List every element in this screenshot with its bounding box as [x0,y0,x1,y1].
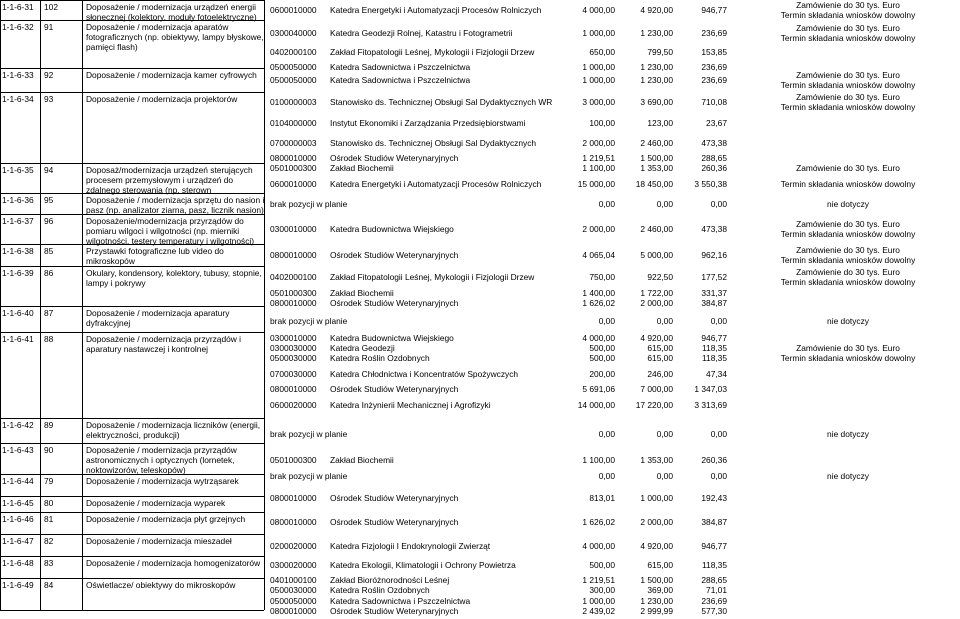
unit-name: Katedra Budownictwa Wiejskiego [330,224,454,234]
procedure-note: Zamówienie do 30 tys. Euro [796,267,900,277]
unit-code: 0401000100 [270,575,317,585]
item-code: 1-1-6-47 [2,536,34,546]
gross-amount: 369,00 [647,585,673,595]
item-code: 1-1-6-44 [2,476,34,486]
procedure-note: Termin składania wniosków dowolny [780,229,916,239]
item-description: dyfrakcyjnej [86,318,131,328]
net-amount: 500,00 [589,353,615,363]
gross-amount: 17 220,00 [635,400,673,410]
item-code: 1-1-6-38 [2,246,34,256]
unit-name: Katedra Fizjologii I Endokrynologii Zwierząt [330,541,491,551]
unit-code: 0501000300 [270,455,317,465]
item-number: 96 [44,216,54,226]
item-description: fotograficznych (np. obiektywy, lampy błyskowe, [86,32,264,42]
unit-name: Katedra Energetyki i Automatyzacji Procesów Rolniczych [330,5,542,15]
net-amount: 14 000,00 [577,400,615,410]
gross-amount: 1 230,00 [640,28,673,38]
unit-name: Zakład Fitopatologii Leśnej, Mykologii i Fizjologii Drzew [330,47,535,57]
item-description: Doposażenie / modernizacja liczników (energii, [86,420,261,430]
unit-code: 0600010000 [270,5,317,15]
unit-name: Katedra Sadownictwa i Pszczelnictwa [330,596,471,606]
euro-amount: 153,85 [701,47,727,57]
unit-code: 0800010000 [270,493,317,503]
item-description: Przystawki fotograficzne lub video do [86,246,224,256]
gross-amount: 0,00 [656,199,673,209]
unit-name: Ośrodek Studiów Weterynaryjnych [330,153,459,163]
unit-name: Zakład Biochemii [330,288,394,298]
unit-name: Katedra Roślin Ozdobnych [330,585,430,595]
gross-amount: 7 000,00 [640,384,673,394]
net-amount: 0,00 [598,429,615,439]
net-amount: 300,00 [589,585,615,595]
euro-amount: 1 347,03 [694,384,727,394]
procedure-note: Termin składania wniosków dowolny [780,80,916,90]
unit-code: 0500050000 [270,596,317,606]
item-description: Doposażenie / modernizacja homogenizatorów [86,558,261,568]
unit-code: 0200020000 [270,541,317,551]
net-amount: 750,00 [589,272,615,282]
unit-code: 0700030000 [270,369,317,379]
item-code: 1-1-6-32 [2,22,34,32]
gross-amount: 2 000,00 [640,298,673,308]
euro-amount: 3 313,69 [694,400,727,410]
item-description: zdalnego sterowania (np. sterown [86,185,212,195]
gross-amount: 2 460,00 [640,224,673,234]
item-number: 92 [44,70,54,80]
gross-amount: 1 230,00 [640,75,673,85]
unit-name: brak pozycji w planie [270,471,348,481]
gross-amount: 799,50 [647,47,673,57]
item-description: Doposażenie / modernizacja kamer cyfrowych [86,70,257,80]
euro-amount: 236,69 [701,62,727,72]
item-description: procesem przemysłowym i urządzeń do [86,175,234,185]
unit-code: 0600010000 [270,179,317,189]
unit-name: Katedra Inżynierii Mechanicznej i Agrofizyki [330,400,491,410]
net-amount: 0,00 [598,316,615,326]
unit-name: Katedra Sadownictwa i Pszczelnictwa [330,75,471,85]
unit-name: Zakład Biochemii [330,455,394,465]
gross-amount: 4 920,00 [640,333,673,343]
item-description: noktowizorów, teleskopów) [86,465,186,475]
net-amount: 1 000,00 [582,596,615,606]
net-amount: 1 400,00 [582,288,615,298]
unit-code: 0300040000 [270,28,317,38]
unit-code: 0100000003 [270,97,317,107]
gross-amount: 1 722,00 [640,288,673,298]
unit-name: Ośrodek Studiów Weterynaryjnych [330,493,459,503]
item-description: Doposażenie / modernizacja aparatów [86,22,229,32]
unit-code: 0402000100 [270,47,317,57]
procedure-note: nie dotyczy [827,199,869,209]
unit-name: Zakład Fitopatologii Leśnej, Mykologii i Fizjologii Drzew [330,272,535,282]
unit-code: 0300010000 [270,224,317,234]
net-amount: 2 000,00 [582,224,615,234]
item-number: 82 [44,536,54,546]
net-amount: 1 219,51 [582,575,615,585]
item-description: Doposażenie / modernizacja przyrządów i [86,334,242,344]
item-description: Doposażenie / modernizacja wyparek [86,498,226,508]
gross-amount: 18 450,00 [635,179,673,189]
net-amount: 3 000,00 [582,97,615,107]
euro-amount: 946,77 [701,541,727,551]
item-code: 1-1-6-46 [2,514,34,524]
procedure-note: Zamówienie do 30 tys. Euro [796,245,900,255]
unit-code: 0500030000 [270,353,317,363]
unit-name: Ośrodek Studiów Weterynaryjnych [330,250,459,260]
item-number: 79 [44,476,54,486]
item-number: 89 [44,420,54,430]
euro-amount: 260,36 [701,163,727,173]
item-description: Doposażenie / modernizacja przyrządów [86,445,237,455]
unit-name: Ośrodek Studiów Weterynaryjnych [330,517,459,527]
procedure-note: Termin składania wniosków dowolny [780,277,916,287]
item-number: 80 [44,498,54,508]
unit-name: brak pozycji w planie [270,429,348,439]
unit-name: brak pozycji w planie [270,199,348,209]
item-description: Doposażenie / modernizacja sprzętu do nasion i [86,195,265,205]
item-code: 1-1-6-37 [2,216,34,226]
item-description: Doposaż/modernizacja urządzeń sterujących [86,165,253,175]
unit-name: Stanowisko ds. Technicznej Obsługi Sal Dydaktycznych [330,138,537,148]
procedure-note: Termin składania wniosków dowolny [780,179,916,189]
gross-amount: 1 500,00 [640,575,673,585]
unit-code: 0800010000 [270,250,317,260]
net-amount: 1 000,00 [582,62,615,72]
procedure-note: Termin składania wniosków dowolny [780,255,916,265]
unit-code: 0800010000 [270,153,317,163]
gross-amount: 2 000,00 [640,517,673,527]
net-amount: 813,01 [589,493,615,503]
item-number: 90 [44,445,54,455]
euro-amount: 236,69 [701,75,727,85]
item-number: 94 [44,165,54,175]
item-description: Doposażenie / modernizacja wytrząsarek [86,476,239,486]
gross-amount: 1 353,00 [640,163,673,173]
gross-amount: 1 230,00 [640,62,673,72]
item-description: elektryczności, produkcji) [86,430,180,440]
gross-amount: 1 353,00 [640,455,673,465]
euro-amount: 962,16 [701,250,727,260]
item-description: Doposażenie / modernizacja aparatury [86,308,230,318]
euro-amount: 577,30 [701,606,727,616]
item-number: 88 [44,334,54,344]
euro-amount: 0,00 [710,316,727,326]
euro-amount: 331,37 [701,288,727,298]
item-number: 86 [44,268,54,278]
procedure-note: Zamówienie do 30 tys. Euro [796,0,900,10]
item-description: słonecznej (kolektory, moduły fotoelektryczne) [86,12,257,22]
item-number: 91 [44,22,54,32]
unit-code: 0500050000 [270,75,317,85]
item-description: Oświetlacze/ obiektywy do mikroskopów [86,580,236,590]
euro-amount: 473,38 [701,224,727,234]
item-description: astronomicznych i optycznych (lornetek, [86,455,235,465]
euro-amount: 3 550,38 [694,179,727,189]
item-code: 1-1-6-36 [2,195,34,205]
item-code: 1-1-6-45 [2,498,34,508]
gross-amount: 2 460,00 [640,138,673,148]
item-code: 1-1-6-43 [2,445,34,455]
unit-name: Katedra Chłodnictwa i Koncentratów Spożywczych [330,369,519,379]
euro-amount: 710,08 [701,97,727,107]
item-description: Doposażenie/modernizacja przyrządów do [86,216,244,226]
euro-amount: 177,52 [701,272,727,282]
net-amount: 1 219,51 [582,153,615,163]
euro-amount: 260,36 [701,455,727,465]
gross-amount: 3 690,00 [640,97,673,107]
euro-amount: 0,00 [710,471,727,481]
net-amount: 0,00 [598,199,615,209]
item-code: 1-1-6-35 [2,165,34,175]
unit-code: 0800010000 [270,606,317,616]
unit-name: Katedra Geodezji Rolnej, Katastru i Fotogrametrii [330,28,513,38]
procedure-note: nie dotyczy [827,316,869,326]
euro-amount: 288,65 [701,153,727,163]
item-description: Okulary, kondensory, kolektory, tubusy, stopnie, [86,268,262,278]
item-number: 95 [44,195,54,205]
procedure-note: Zamówienie do 30 tys. Euro [796,23,900,33]
gross-amount: 4 920,00 [640,541,673,551]
unit-code: 0300030000 [270,343,317,353]
unit-code: 0300020000 [270,560,317,570]
euro-amount: 192,43 [701,493,727,503]
euro-amount: 47,34 [706,369,727,379]
unit-name: Katedra Ekologii, Klimatologii i Ochrony Powietrza [330,560,516,570]
euro-amount: 384,87 [701,517,727,527]
item-code: 1-1-6-42 [2,420,34,430]
euro-amount: 0,00 [710,199,727,209]
unit-name: Katedra Budownictwa Wiejskiego [330,333,454,343]
euro-amount: 118,35 [702,560,727,570]
gross-amount: 615,00 [647,353,673,363]
unit-name: Katedra Geodezji [330,343,395,353]
net-amount: 15 000,00 [577,179,615,189]
item-number: 85 [44,246,54,256]
item-code: 1-1-6-31 [2,2,34,12]
unit-name: Instytut Ekonomiki i Zarządzania Przedsiębiorstwami [330,118,526,128]
unit-code: 0600020000 [270,400,317,410]
gross-amount: 246,00 [647,369,673,379]
unit-name: Ośrodek Studiów Weterynaryjnych [330,384,459,394]
unit-name: Zakład Bioróżnorodności Leśnej [330,575,450,585]
item-description: Doposażenie / modernizacja mieszadeł [86,536,232,546]
item-description: mikroskopów [86,256,135,266]
procedure-note: Termin składania wniosków dowolny [780,10,916,20]
euro-amount: 0,00 [710,429,727,439]
procedure-note: Zamówienie do 30 tys. Euro [796,343,900,353]
gross-amount: 0,00 [656,429,673,439]
euro-amount: 236,69 [701,28,727,38]
item-number: 83 [44,558,54,568]
net-amount: 2 000,00 [582,138,615,148]
item-description: wilgotności, testery temperatury i wilgotności) [86,236,255,246]
euro-amount: 288,65 [701,575,727,585]
procedure-note: Zamówienie do 30 tys. Euro [796,92,900,102]
gross-amount: 1 230,00 [640,596,673,606]
euro-amount: 236,69 [701,596,727,606]
euro-amount: 23,67 [706,118,727,128]
procedure-note: nie dotyczy [827,429,869,439]
item-description: pamięci flash) [86,42,138,52]
unit-code: 0500030000 [270,585,317,595]
item-description: aparatury nastawczej i kontrolnej [86,344,208,354]
item-code: 1-1-6-41 [2,334,34,344]
euro-amount: 71,01 [706,585,727,595]
gross-amount: 922,50 [647,272,673,282]
item-description: pomiaru wilgoci i wilgotności (np. mierniki [86,226,240,236]
gross-amount: 5 000,00 [640,250,673,260]
euro-amount: 473,38 [701,138,727,148]
net-amount: 4 065,04 [582,250,615,260]
gross-amount: 0,00 [656,316,673,326]
unit-name: Zakład Biochemii [330,163,394,173]
item-number: 93 [44,94,54,104]
net-amount: 1 000,00 [582,28,615,38]
unit-name: Katedra Roślin Ozdobnych [330,353,430,363]
unit-code: 0501000300 [270,163,317,173]
procedure-note: Zamówienie do 30 tys. Euro [796,163,900,173]
item-code: 1-1-6-40 [2,308,34,318]
net-amount: 5 691,06 [582,384,615,394]
unit-code: 0500050000 [270,62,317,72]
procedure-note: Zamówienie do 30 tys. Euro [796,70,900,80]
item-code: 1-1-6-34 [2,94,34,104]
unit-name: Ośrodek Studiów Weterynaryjnych [330,606,459,616]
procedure-note: Termin składania wniosków dowolny [780,33,916,43]
euro-amount: 118,35 [702,353,727,363]
unit-code: 0402000100 [270,272,317,282]
gross-amount: 615,00 [647,343,673,353]
unit-code: 0700000003 [270,138,317,148]
net-amount: 1 100,00 [582,455,615,465]
item-code: 1-1-6-48 [2,558,34,568]
net-amount: 100,00 [589,118,615,128]
unit-code: 0300010000 [270,333,317,343]
net-amount: 650,00 [589,47,615,57]
gross-amount: 2 999,99 [640,606,673,616]
item-number: 81 [44,514,54,524]
item-number: 87 [44,308,54,318]
gross-amount: 615,00 [647,560,673,570]
gross-amount: 1 000,00 [640,493,673,503]
unit-code: 0104000000 [270,118,317,128]
unit-code: 0800010000 [270,517,317,527]
unit-name: Katedra Energetyki i Automatyzacji Procesów Rolniczych [330,179,542,189]
gross-amount: 4 920,00 [640,5,673,15]
net-amount: 1 626,02 [582,298,615,308]
net-amount: 500,00 [589,560,615,570]
unit-code: 0800010000 [270,298,317,308]
item-number: 102 [44,2,58,12]
item-description: Doposażenie / modernizacja projektorów [86,94,238,104]
unit-code: 0501000300 [270,288,317,298]
procedure-note: nie dotyczy [827,471,869,481]
unit-code: 0800010000 [270,384,317,394]
unit-name: Ośrodek Studiów Weterynaryjnych [330,298,459,308]
net-amount: 500,00 [589,343,615,353]
net-amount: 4 000,00 [582,5,615,15]
item-description: pasz (np. analizator ziarna, pasz, licznik nasion) [86,205,264,215]
item-code: 1-1-6-33 [2,70,34,80]
euro-amount: 384,87 [701,298,727,308]
net-amount: 4 000,00 [582,333,615,343]
unit-name: Katedra Sadownictwa i Pszczelnictwa [330,62,471,72]
net-amount: 0,00 [598,471,615,481]
item-description: lampy i pokrywy [86,278,146,288]
euro-amount: 946,77 [701,5,727,15]
procedure-note: Termin składania wniosków dowolny [780,102,916,112]
item-code: 1-1-6-49 [2,580,34,590]
item-description: Doposażenie / modernizacja urządzeń energii [86,2,256,12]
euro-amount: 118,35 [702,343,727,353]
euro-amount: 946,77 [701,333,727,343]
gross-amount: 123,00 [647,118,673,128]
net-amount: 4 000,00 [582,541,615,551]
net-amount: 1 100,00 [582,163,615,173]
gross-amount: 1 500,00 [640,153,673,163]
item-code: 1-1-6-39 [2,268,34,278]
unit-name: Stanowisko ds. Technicznej Obsługi Sal Dydaktycznych WR [330,97,553,107]
unit-name: brak pozycji w planie [270,316,348,326]
net-amount: 2 439,02 [582,606,615,616]
item-number: 84 [44,580,54,590]
net-amount: 1 000,00 [582,75,615,85]
gross-amount: 0,00 [656,471,673,481]
item-description: Doposażenie / modernizacja płyt grzejnych [86,514,246,524]
net-amount: 1 626,02 [582,517,615,527]
net-amount: 200,00 [589,369,615,379]
procedure-note: Zamówienie do 30 tys. Euro [796,219,900,229]
procedure-note: Termin składania wniosków dowolny [780,353,916,363]
